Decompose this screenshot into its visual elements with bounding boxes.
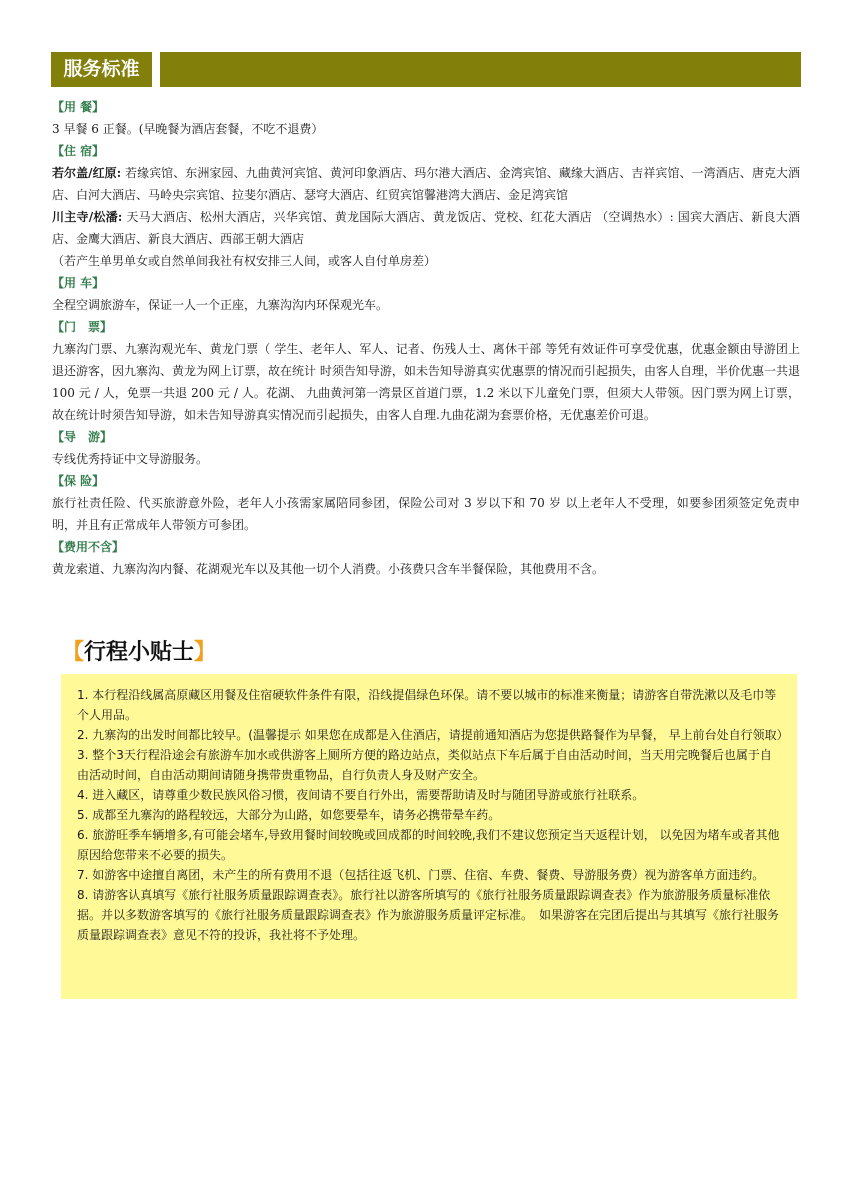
tip-item: 6. 旅游旺季车辆增多,有可能会堵车,导致用餐时间较晚或回成都的时间较晚,我们不建议您预定当天返程计划， 以免因为堵车或者其他原因给您带来不必要的损失。 <box>77 828 780 862</box>
tip-item: 3. 整个3天行程沿途会有旅游车加水或供游客上厕所方便的路边站点，类似站点下车后属于自由活动时间，当天用完晚餐后也属于自由活动时间，自由活动期间请随身携带贵重物品，自行负责人身及财产安全。 <box>77 748 772 782</box>
lodging-line-chuanzhusi <box>52 206 800 250</box>
vehicle-heading: 【用 车】 <box>52 276 105 290</box>
lodging-hotels: 若缘宾馆、东洲家园、九曲黄河宾馆、黄河印象酒店、玛尔港大酒店、金湾宾馆、藏缘大酒店、吉祥宾馆、一湾酒店、唐克大酒店、白河大酒店、马岭央宗宾馆、拉斐尔酒店、瑟穹大酒店、红贸宾馆馨港湾大酒店、金足湾宾馆 <box>52 166 800 202</box>
meals-text: 3 早餐 6 正餐。(早晚餐为酒店套餐，不吃不退费） <box>52 122 324 136</box>
insurance-text: 旅行社责任险、代买旅游意外险，老年人小孩需家属陪同参团，保险公司对 3 岁以下和 70 岁 以上老年人不受理，如要参团须签定免责申明，并且有正常成年人带领方可参团。 <box>52 496 800 532</box>
tips-box <box>61 674 797 999</box>
insurance-heading: 【保 险】 <box>52 474 105 488</box>
banner-title: 服务标准 <box>51 52 152 87</box>
tips-title-text: 行程小贴士 <box>84 640 195 665</box>
section-banner <box>51 52 801 87</box>
lodging-line-ruoergai <box>52 162 800 206</box>
lodging-hotels: 天马大酒店、松州大酒店，兴华宾馆、黄龙国际大酒店、黄龙饭店、党校、红花大酒店 （空调热水）: 国宾大酒店、新良大酒店、金鹰大酒店、新良大酒店、西部王朝大酒店 <box>52 210 800 246</box>
lodging-heading: 【住 宿】 <box>52 144 105 158</box>
tip-item: 1. 本行程沿线属高原藏区用餐及住宿硬软件条件有限，沿线提倡绿色环保。请不要以城市的标准来衡量；请游客自带洗漱以及毛巾等个人用品。 <box>77 688 777 722</box>
lodging-area-label: 川主寺/松潘: <box>52 210 123 224</box>
banner-bar <box>160 52 801 87</box>
tickets-heading: 【门 票】 <box>52 320 113 334</box>
bracket-left: 【 <box>62 640 85 665</box>
service-standards <box>52 96 800 580</box>
tickets-text: 九寨沟门票、九寨沟观光车、黄龙门票（ 学生、老年人、军人、记者、伤残人士、离休干部 等凭有效证件可享受优惠，优惠金额由导游团上退还游客，因九寨沟、黄龙为网上订票，故在统计 时须告知导游，如未告知导游真实优惠票的情况而引起损失，由客人自理，半价优惠一共退 100 元 / 人，免票一共退 200 元 / 人。花湖、 九曲黄河第一湾景区首道门票，1.2 米以下儿童免门票，但须大人带领。因门票为网上订票，故在统计时须告知导游，如未告知导游真实情况而引起损失，由客人自理.九曲花湖为套票价格，无优惠差价可退。 <box>52 342 800 422</box>
lodging-area-label: 若尔盖/红原: <box>52 166 122 180</box>
meals-heading: 【用 餐】 <box>52 100 105 114</box>
vehicle-text: 全程空调旅游车，保证一人一个正座，九寨沟沟内环保观光车。 <box>52 298 389 312</box>
bracket-right: 】 <box>194 640 217 665</box>
tip-item: 8. 请游客认真填写《旅行社服务质量跟踪调查表》。旅行社以游客所填写的《旅行社服务质量跟踪调查表》作为旅游服务质量标准依据。并以多数游客填写的《旅行社服务质量跟踪调查表》作为旅游服务质量评定标准。 如果游客在完团后提出与其填写《旅行社服务质量跟踪调查表》意见不符的投诉，我社将不予处理。 <box>77 888 780 942</box>
tip-item: 5. 成都至九寨沟的路程较远，大部分为山路，如您要晕车，请务必携带晕车药。 <box>77 808 501 822</box>
tip-item: 4. 进入藏区，请尊重少数民族风俗习惯，夜间请不要自行外出，需要帮助请及时与随团导游或旅行社联系。 <box>77 788 645 802</box>
lodging-note: （若产生单男单女或自然单间我社有权安排三人间，或客人自付单房差） <box>52 254 437 268</box>
tips-title <box>62 636 216 670</box>
excluded-text: 黄龙索道、九寨沟沟内餐、花湖观光车以及其他一切个人消费。小孩费只含车半餐保险，其他费用不含。 <box>52 562 605 576</box>
excluded-heading: 【费用不含】 <box>52 540 125 554</box>
guide-text: 专线优秀持证中文导游服务。 <box>52 452 209 466</box>
tip-item: 2. 九寨沟的出发时间都比较早。(温馨提示 如果您在成都是入住酒店，请提前通知酒店为您提供路餐作为早餐， 早上前台处自行领取） <box>77 728 789 742</box>
guide-heading: 【导 游】 <box>52 430 113 444</box>
tip-item: 7. 如游客中途擅自离团，未产生的所有费用不退（包括往返飞机、门票、住宿、车费、餐费、导游服务费）视为游客单方面违约。 <box>77 868 765 882</box>
